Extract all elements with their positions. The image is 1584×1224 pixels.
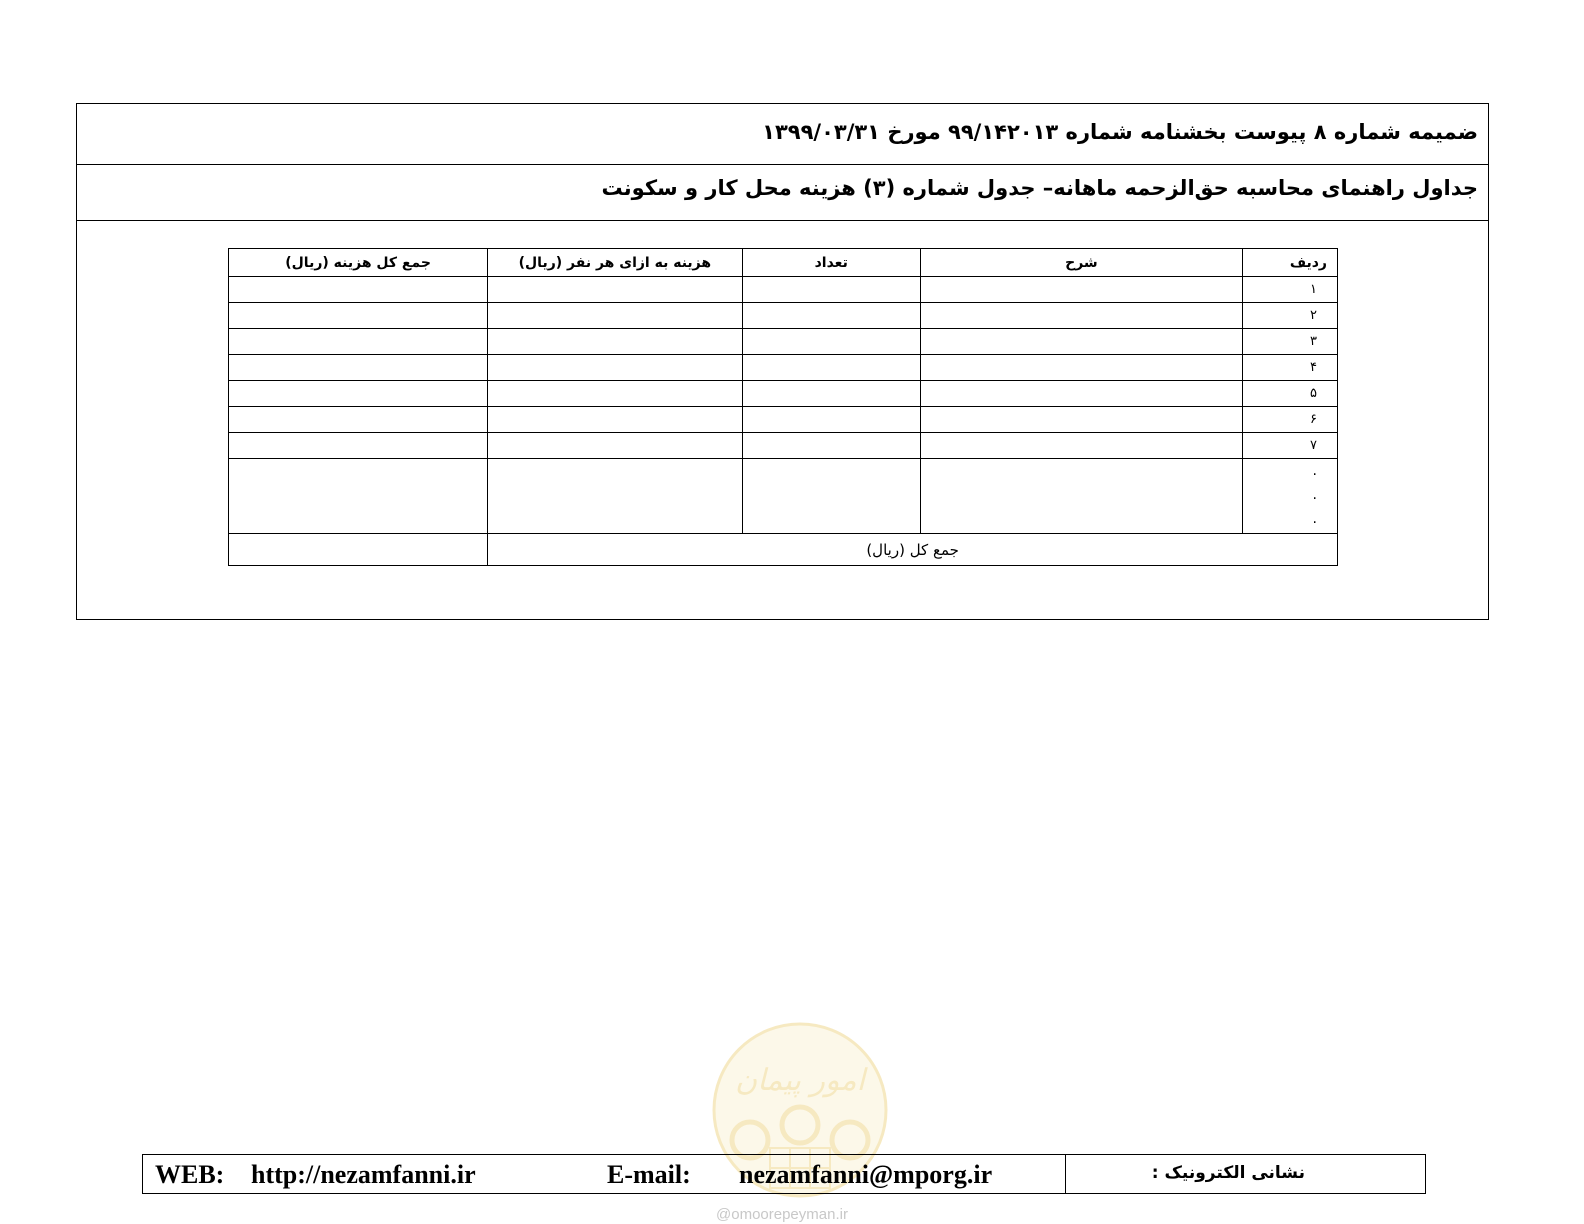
table-cell	[229, 303, 488, 329]
table-cell	[742, 459, 920, 534]
table-cell	[488, 303, 742, 329]
table-row	[229, 329, 1338, 355]
footer-box	[142, 1154, 1426, 1194]
col-sharh: شرح	[920, 249, 1242, 277]
table-cell	[229, 459, 488, 534]
watermark-handle: @omoorepeyman.ir	[716, 1206, 848, 1223]
ellipsis-cell	[1242, 459, 1337, 534]
col-total-cost: جمع کل هزینه (ریال)	[229, 249, 488, 277]
col-tedad: تعداد	[742, 249, 920, 277]
table-cell	[229, 381, 488, 407]
table-cell	[229, 433, 488, 459]
ellipsis-text: . . .	[1312, 463, 1317, 527]
table-cell	[742, 355, 920, 381]
header-row-1	[77, 104, 1488, 165]
web-link[interactable]: http://nezamfanni.ir	[251, 1160, 476, 1189]
table-cell	[742, 303, 920, 329]
table-cell	[742, 277, 920, 303]
table-cell	[920, 407, 1242, 433]
table-cell	[229, 329, 488, 355]
total-label: جمع کل (ریال)	[488, 534, 1338, 566]
table-cell	[488, 407, 742, 433]
col-radif: ردیف	[1242, 249, 1337, 277]
table-cell	[488, 329, 742, 355]
table-cell	[229, 355, 488, 381]
email-link[interactable]: nezamfanni@mporg.ir	[739, 1160, 993, 1189]
address-label: نشانی الکترونیک :	[1151, 1163, 1305, 1183]
table-cell	[229, 407, 488, 433]
row-number: ۲	[1242, 303, 1337, 329]
table-cell	[920, 303, 1242, 329]
email-label: E-mail:	[607, 1160, 691, 1189]
table-row	[229, 303, 1338, 329]
table-cell	[920, 433, 1242, 459]
row-number: ۷	[1242, 433, 1337, 459]
total-value-cell	[229, 534, 488, 566]
web-label: WEB:	[155, 1160, 225, 1189]
table-cell	[488, 277, 742, 303]
table-row	[229, 381, 1338, 407]
row-number: ۶	[1242, 407, 1337, 433]
cost-table	[228, 248, 1338, 566]
watermark-logo-text: امور پیمان	[735, 1063, 865, 1098]
table-cell	[742, 329, 920, 355]
header-row-2	[77, 165, 1488, 221]
table-cell	[920, 459, 1242, 534]
row-number: ۳	[1242, 329, 1337, 355]
table-cell	[488, 459, 742, 534]
table-cell	[488, 381, 742, 407]
footer-divider	[1065, 1155, 1066, 1193]
table-cell	[229, 277, 488, 303]
table-cell	[742, 381, 920, 407]
table-header-row	[229, 249, 1338, 277]
table-row	[229, 277, 1338, 303]
col-cost-per-person: هزینه به ازای هر نفر (ریال)	[488, 249, 742, 277]
table-row	[229, 407, 1338, 433]
table-cell	[920, 381, 1242, 407]
table-cell	[920, 355, 1242, 381]
table-cell	[920, 329, 1242, 355]
table-row	[229, 433, 1338, 459]
row-number: ۵	[1242, 381, 1337, 407]
table-cell	[920, 277, 1242, 303]
table-cell	[488, 433, 742, 459]
table-row-ellipsis	[229, 459, 1338, 534]
table-cell	[742, 407, 920, 433]
row-number: ۴	[1242, 355, 1337, 381]
table-title: جداول راهنمای محاسبه حق‌الزحمه ماهانه– جدول شماره (۳) هزینه محل کار و سکونت	[601, 176, 1478, 200]
table-cell	[488, 355, 742, 381]
table-row	[229, 355, 1338, 381]
row-number: ۱	[1242, 277, 1337, 303]
annex-title: ضمیمه شماره ۸ پیوست بخشنامه شماره ۹۹/۱۴۲۰۱۳ مورخ ۱۳۹۹/۰۳/۳۱	[762, 120, 1478, 144]
table-total-row	[229, 534, 1338, 566]
table-cell	[742, 433, 920, 459]
